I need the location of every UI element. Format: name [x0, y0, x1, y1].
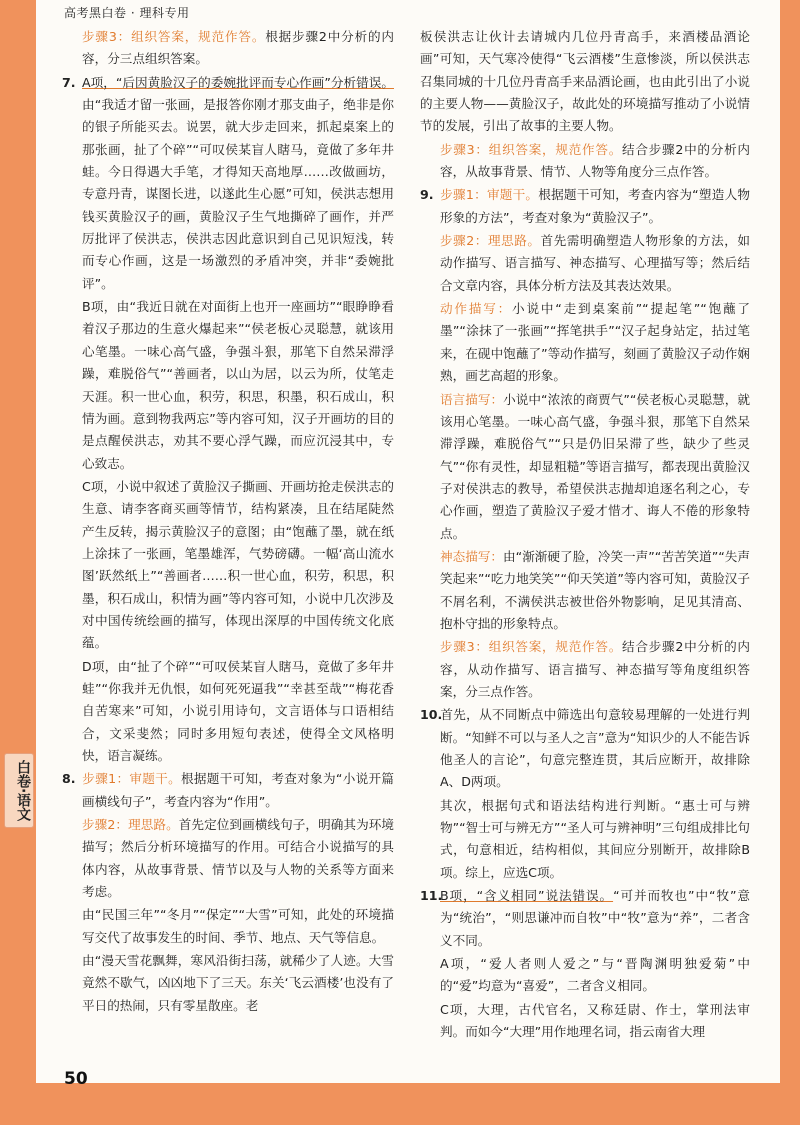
- step-label: 步骤3：组织答案，规范作答。: [440, 639, 623, 655]
- bottom-margin-bar: [0, 1083, 800, 1125]
- question-9-language-description: 语言描写：小说中“浓浓的商贾气”“侯老板心灵聪慧，就该用心笔墨。一味心高气盛，争强斗狠，那笔下自然呆滞浮躁，难脱俗气”“只是仍旧呆滞了些，缺少了些灵气”“你有灵性，却显粗糙”等语言描写，都表现出黄脸汉子对侯洪志的教导，希望侯洪志抛却追逐名利之心，专心作画，塑造了黄脸汉子爱才惜才、诲人不倦的形象特点。: [440, 391, 751, 541]
- step-label: 步骤1：审题干。: [440, 187, 539, 203]
- answer-step-paragraph: 步骤3：组织答案，规范作答。根据步骤2中分析的内容，分三点组织答案。: [82, 29, 395, 67]
- question-10-paragraph-1: 10.首先，从不同断点中筛选出句意较易理解的一处进行判断。“知鲜不可以与圣人之言”意为“知识少的人不能告诉他圣人的言论”，句意完整连贯，其后应断开，故排除A、D两项。: [420, 704, 750, 793]
- section-side-tab: 白卷·语文: [4, 753, 34, 828]
- method-label: 动作描写：: [440, 301, 513, 317]
- question-9-step-1: 9. 步骤1：审题干。根据题干可知，考查内容为“塑造人物形象的方法”，考查对象为“黄脸汉子”。: [420, 184, 750, 229]
- method-label: 神态描写：: [440, 548, 504, 564]
- left-margin-bar: [0, 0, 36, 1125]
- question-10-paragraph-2: 其次，根据句式和语法结构进行判断。“惠士可与辨物”“智士可与辨无方”“圣人可与辨神明”三句组成排比句式，句意相近，结构相似，其间应分别断开，故排除B项。综上，应选C项。: [440, 797, 750, 880]
- question-8-paragraph-4: 由“漫天雪花飘舞，寒风沿街扫荡，就稀少了人迹。大雪竟然不歇气，凶凶地下了三天。东关‘飞云酒楼’也没有了平日的热闹，只有零星散座。老: [82, 953, 394, 1013]
- question-7-option-c: C项，小说中叙述了黄脸汉子撕画、开画坊抢走侯洪志的生意、请李客商买画等情节，结构紧凑，且在结尾陡然产生反转，揭示黄脸汉子的意图；由“饱蘸了墨，就在纸上涂抹了一张画，笔墨雄浑，气势磅礴。一幅‘高山流水图’跃然纸上”“善画者……积一世心血，积劳，积思，积墨，积石成山，积情为画”等内容可知，小说中几次涉及对中国传统绘画的描写，体现出深厚的中国传统文化底蕴。: [82, 478, 394, 651]
- option-a-analysis: 由“我适才留一张画，是报答你刚才那支曲子，绝非是你的银子所能买去。说罢，就大步走回来，抓起桌案上的那张画，扯了个碎”“可叹侯某盲人瞎马，竟做了多年井蛙。今日得遇大手笔，才得知天高地厚……改做画坊，专意丹青，谋图长进，以遂此生心愿”可知，侯洪志想用钱买黄脸汉子的画，黄脸汉子生气地撕碎了画作，并严厉批评了侯洪志，侯洪志因此意识到自己见识短浅，转而专心作画，这是一场激烈的矛盾冲突，并非“委婉批评”。: [82, 97, 394, 291]
- question-9-step-3: 步骤3：组织答案，规范作答。结合步骤2中分析的内容，从动作描写、语言描写、神态描写等角度组织答案，分三点作答。: [440, 639, 751, 699]
- right-column: [420, 26, 750, 1044]
- step-label: 步骤3：组织答案，规范作答。: [440, 141, 623, 157]
- step-label: 步骤2：理思路。: [82, 817, 179, 833]
- question-8-step-1: 8. 步骤1：审题干。根据题干可知，考查对象为“小说开篇画横线句子”，考查内容为“作用”。: [62, 768, 394, 813]
- question-11-option-c: C项，大理，古代官名，又称廷尉、作士，掌刑法审判。而如今“大理”用作地理名词，指云南省大理: [440, 1001, 750, 1040]
- question-9-step-2: 步骤2：理思路。首先需明确塑造人物形象的方法，如动作描写、语言描写、神态描写、心理描写等；然后结合文章内容，具体分析方法及其表达效果。: [440, 233, 751, 293]
- step-label: 步骤2：理思路。: [440, 233, 541, 249]
- question-8-step-3: 步骤3：组织答案，规范作答。结合步骤2中的分析内容，从故事背景、情节、人物等角度分三点作答。: [440, 141, 751, 180]
- question-8-step-2: 步骤2：理思路。首先定位到画横线句子，明确其为环境描写；然后分析环境描写的作用。可结合小说描写的具体内容，从故事背景、情节以及与人物的关系等方面来考虑。: [82, 817, 394, 900]
- page-number: 50: [64, 1069, 88, 1089]
- right-margin-bar: [780, 0, 800, 1125]
- question-number: 8.: [62, 771, 76, 787]
- step-label: 步骤1：审题干。: [82, 771, 181, 787]
- running-header: 高考黑白卷 · 理科专用: [64, 6, 190, 20]
- method-label: 语言描写：: [440, 391, 504, 407]
- left-column: [62, 26, 394, 1018]
- question-8-paragraph-3: 由“民国三年”“冬月”“保定”“大雪”可知，此处的环境描写交代了故事发生的时间、季节、地点、天气等信息。: [82, 907, 394, 945]
- question-number: 10.: [420, 707, 443, 723]
- question-9-action-description: 动作描写：小说中“走到桌案前”“提起笔”“饱蘸了墨”“涂抹了一张画”“挥笔拱手”“汉子起身站定，拈过笔来，在砚中饱蘸了”等动作描写，刻画了黄脸汉子动作娴熟，画艺高超的形象。: [440, 301, 751, 384]
- question-11-option-a: A项，“爱人者则人爱之”与“晋陶渊明独爱菊”中的“爱”均意为“喜爱”，二者含义相同。: [440, 956, 750, 994]
- question-7-option-b: B项，由“我近日就在对面街上也开一座画坊”“眼睁睁看着汉子那边的生意火爆起来”“侯老板心灵聪慧，就该用心笔墨。一味心高气盛，争强斗狠，那笔下自然呆滞浮躁，难脱俗气”“善画者，以山为居，以云为所，仗笔走天涯。积一世心血，积劳，积思，积墨，积石成山，积情为画。意到物我两忘”等内容可知，汉子开画坊的目的是点醒侯洪志，劝其不要心浮气躁，而应沉浸其中，专心致志。: [82, 299, 394, 471]
- step-label: 步骤3：组织答案，规范作答。: [82, 29, 266, 44]
- question-number: 9.: [420, 187, 434, 203]
- question-9-expression-description: 神态描写：由“渐渐硬了脸，冷笑一声”“苦苦笑道”“失声笑起来”“吃力地笑笑”“仰天笑道”等内容可知，黄脸汉子不屑名利，不满侯洪志被世俗外物影响，足见其清高、抱朴守拙的形象特点。: [440, 548, 751, 631]
- question-number: 7.: [62, 74, 76, 90]
- question-8-continuation: 板侯洪志让伙计去请城内几位丹青高手，来酒楼品酒论画”可知，天气寒冷使得“飞云酒楼”生意惨淡，所以侯洪志召集同城的十几位丹青高手来品酒论画，也由此引出了小说的主要人物——黄脸汉子，故此处的环境描写推动了小说情节的发展，引出了故事的主要人物。: [420, 29, 750, 134]
- question-11-option-b: 11.B项，“含义相同”说法错误。“可并而牧也”中“牧”意为“统治”，“则思谦冲而自牧”中“牧”意为“养”，二者含义不同。: [420, 885, 750, 952]
- question-7-option-d: D项，由“扯了个碎”“可叹侯某盲人瞎马，竟做了多年井蛙”“你我并无仇恨，如何死死逼我”“幸甚至哉”“梅花香自苦寒来”可知，小说引用诗句，文言语体与口语相结合，文采斐然；同时多用短句表述，使得全文风格明快，语言凝练。: [82, 658, 394, 763]
- question-number: 11.: [420, 888, 443, 904]
- option-b-claim: B项，“含义相同”说法错误。: [440, 888, 614, 904]
- option-a-claim: A项，“后因黄脸汉子的委婉批评而专心作画”分析错误。: [82, 74, 394, 90]
- question-7-option-a: [62, 72, 394, 295]
